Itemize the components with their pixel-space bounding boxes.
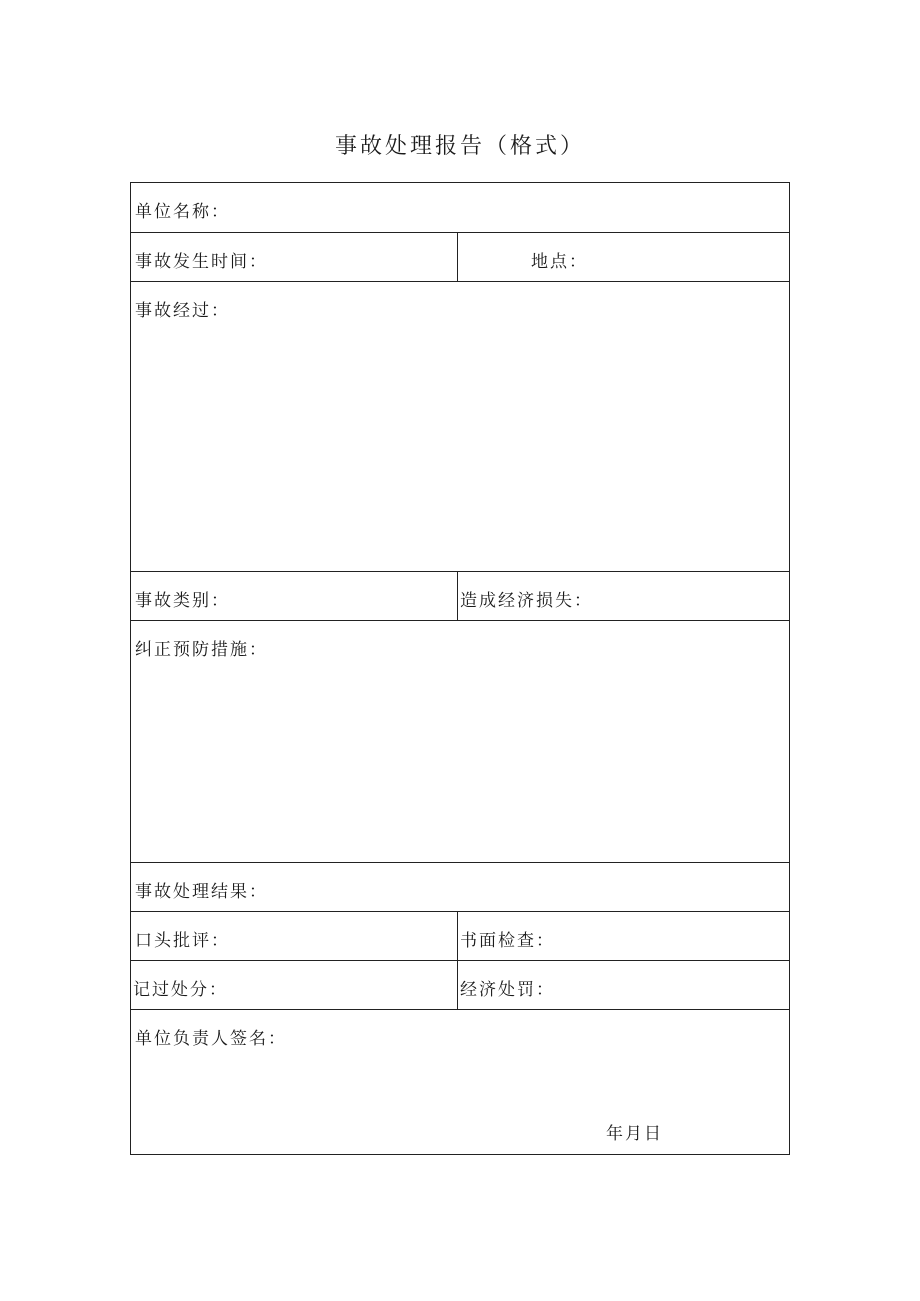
row-result xyxy=(131,863,789,912)
demerit-cell[interactable] xyxy=(131,961,457,1009)
fine-label: 经济处罚： xyxy=(460,980,555,1000)
row-process xyxy=(131,282,789,572)
row-category-loss xyxy=(131,572,789,621)
written-label: 书面检查： xyxy=(460,931,555,951)
time-cell[interactable] xyxy=(131,233,457,281)
oral-cell[interactable] xyxy=(131,912,457,960)
result-label: 事故处理结果： xyxy=(135,882,268,902)
prevention-label: 纠正预防措施： xyxy=(135,640,268,660)
signature-cell[interactable] xyxy=(131,1010,789,1154)
loss-cell[interactable] xyxy=(457,572,789,620)
accident-report-form xyxy=(130,182,790,1155)
result-cell[interactable] xyxy=(131,863,789,911)
written-cell[interactable] xyxy=(457,912,789,960)
prevention-cell[interactable] xyxy=(131,621,789,862)
form-title: 事故处理报告（格式） xyxy=(334,134,585,159)
row-demerit-fine xyxy=(131,961,789,1010)
oral-label: 口头批评： xyxy=(135,931,230,951)
process-cell[interactable] xyxy=(131,282,789,571)
place-label: 地点： xyxy=(531,252,588,272)
loss-label: 造成经济损失： xyxy=(460,591,593,611)
row-signature xyxy=(131,1010,789,1154)
row-time-place xyxy=(131,233,789,282)
process-label: 事故经过： xyxy=(135,301,230,321)
unit-name-label: 单位名称： xyxy=(135,202,230,222)
category-label: 事故类别： xyxy=(135,591,230,611)
demerit-label: 记过处分： xyxy=(133,980,228,1000)
row-unit-name xyxy=(131,183,789,233)
date-label: 年月日 xyxy=(606,1124,663,1144)
unit-name-cell[interactable] xyxy=(131,183,789,232)
row-prevention xyxy=(131,621,789,863)
place-cell[interactable] xyxy=(457,233,789,281)
row-oral-written xyxy=(131,912,789,961)
category-cell[interactable] xyxy=(131,572,457,620)
signature-label: 单位负责人签名： xyxy=(135,1029,287,1049)
time-label: 事故发生时间： xyxy=(135,252,268,272)
fine-cell[interactable] xyxy=(457,961,789,1009)
